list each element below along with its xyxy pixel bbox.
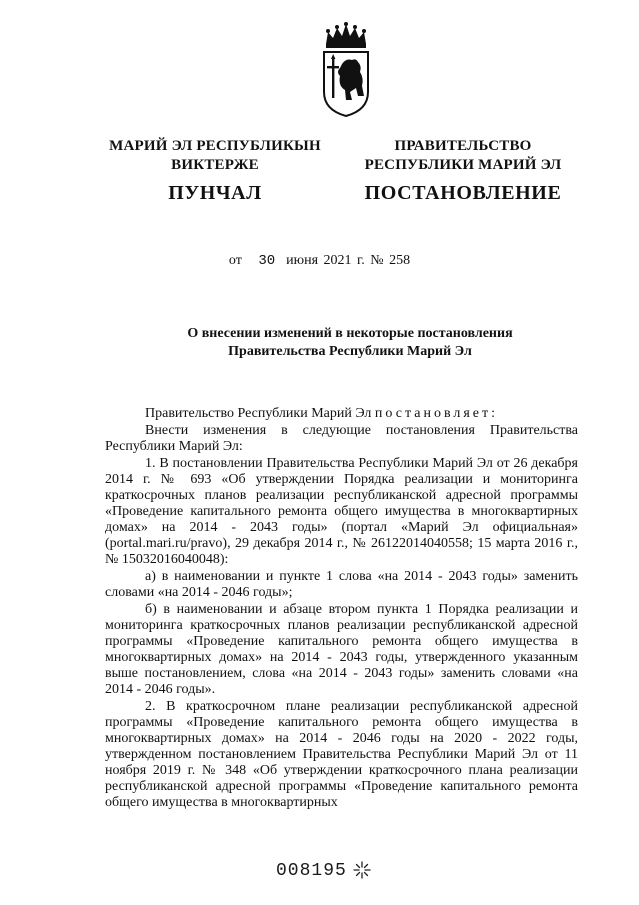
paragraph-item-2: 2. В краткосрочном плане реализации республиканской адресной программы «Проведение капитального ремонта общего имущества в многоквартирных домах» на 2014 - 2046 годы на 2020 - 2022 годы, утвержденном постановлением Правительства Республики Марий Эл от 11 ноября 2019 г. № 348 «Об утверждении краткосрочного плана реализации республиканской адресной программы «Проведение капитального ремонта общего имущества в многоквартирных bbox=[105, 699, 578, 810]
paragraph-item-1b: б) в наименовании и абзаце втором пункта 1 Порядка реализации и мониторинга краткосрочных планов реализации республиканской адресной программы «Проведение капитального ремонта общего имущества в многоквартирных домах» на 2014 - 2043 годы, утвержденного указанным выше постановлением, слова «на 2014 - 2043 годы» заменить словами «на 2014 - 2046 годы». bbox=[105, 602, 578, 697]
title-line2: Правительства Республики Марий Эл bbox=[228, 344, 472, 359]
header-left-doc-type: ПУНЧАЛ bbox=[168, 182, 262, 204]
document-number: 258 bbox=[389, 253, 411, 268]
date-prefix: от bbox=[228, 253, 242, 268]
resolve-verb: постановляет: bbox=[374, 406, 499, 421]
date-month-year: июня 2021 г. № bbox=[286, 253, 384, 268]
paragraph-intro: Внести изменения в следующие постановления Правительства Республики Марий Эл: bbox=[105, 423, 578, 454]
title-line1: О внесении изменений в некоторые постановления bbox=[187, 326, 513, 341]
header-right-line2: РЕСПУБЛИКИ МАРИЙ ЭЛ bbox=[364, 157, 562, 173]
paragraph-item-1a: а) в наименовании и пункте 1 слова «на 2014 - 2043 годы» заменить словами «на 2014 - 2046 годы»; bbox=[105, 569, 578, 600]
header-left-line1: МАРИЙ ЭЛ РЕСПУБЛИКЫН bbox=[109, 138, 321, 154]
header-left-line2: ВИКТЕРЖЕ bbox=[171, 157, 259, 173]
asterisk-mark-icon bbox=[352, 860, 372, 880]
resolve-subject: Правительство Республики Марий Эл bbox=[145, 406, 372, 421]
coat-of-arms-icon bbox=[318, 22, 374, 118]
header-left bbox=[100, 137, 330, 205]
paragraph-item-1: 1. В постановлении Правительства Республики Марий Эл от 26 декабря 2014 г. № 693 «Об утверждении Порядка реализации и мониторинга краткосрочных планов реализации республиканской адресной программы «Проведение капитального ремонта общего имущества в многоквартирных домах» на 2014 - 2043 годы» (портал «Марий Эл официальная» (portal.mari.ru/pravo), 29 декабря 2014 г., № 26122014040558; 15 марта 2016 г., № 15032016040048): bbox=[105, 456, 578, 567]
serial-number: 008195 bbox=[276, 861, 347, 881]
header-right-line1: ПРАВИТЕЛЬСТВО bbox=[394, 138, 532, 154]
date-day: 30 bbox=[258, 253, 276, 269]
document-body bbox=[105, 406, 578, 811]
header-right-doc-type: ПОСТАНОВЛЕНИЕ bbox=[364, 182, 562, 204]
header-right bbox=[348, 137, 578, 205]
document-title bbox=[100, 325, 600, 361]
document-date bbox=[0, 253, 639, 269]
paragraph-resolve bbox=[105, 406, 578, 422]
